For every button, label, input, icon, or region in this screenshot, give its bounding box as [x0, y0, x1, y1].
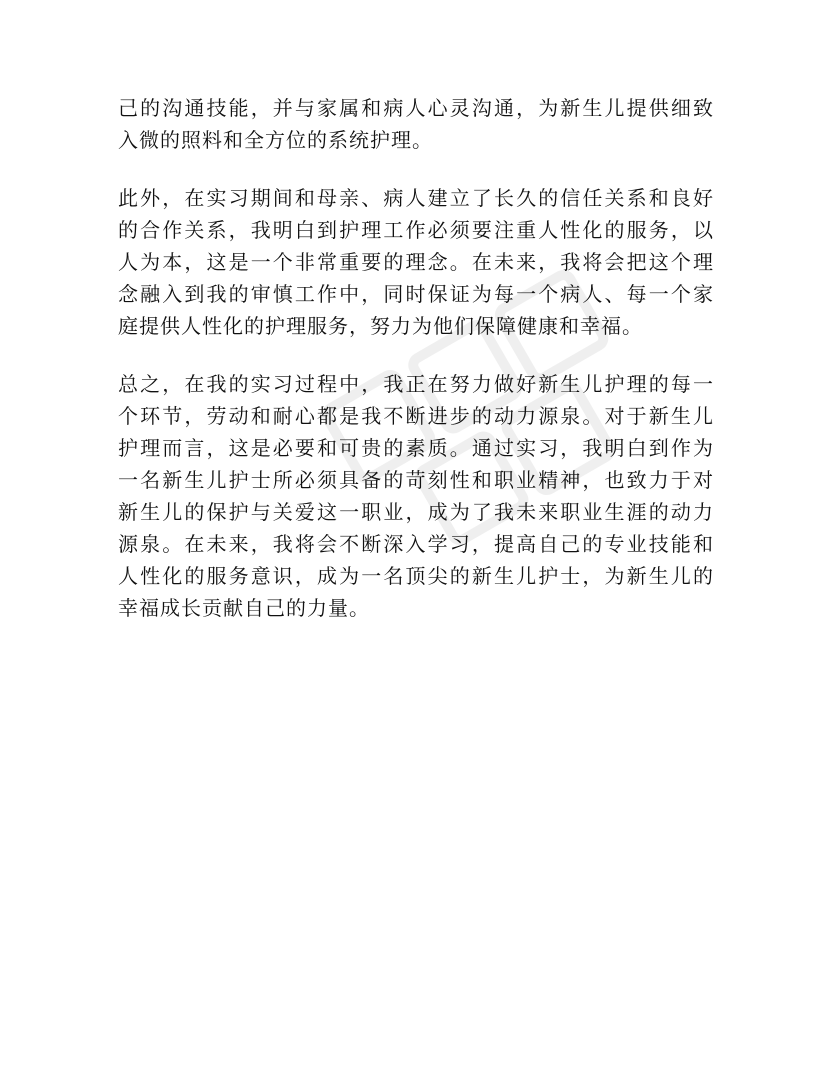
paragraph-3: [118, 368, 714, 624]
paragraph-line: 此外，在实习期间和母亲、病人建立了长久的信任关系和良好: [118, 186, 714, 210]
paragraph-line: 新生儿的保护与关爱这一职业，成为了我未来职业生涯的动力: [118, 500, 714, 524]
paragraph-line: 源泉。在未来，我将会不断深入学习，提高自己的专业技能和: [118, 532, 714, 556]
paragraph-line: 念融入到我的审慎工作中，同时保证为每一个病人、每一个家: [118, 282, 714, 306]
paragraph-line: 人为本，这是一个非常重要的理念。在未来，我将会把这个理: [118, 250, 714, 274]
paragraph-line: 总之，在我的实习过程中，我正在努力做好新生儿护理的每一: [118, 372, 714, 396]
paragraph-2: [118, 182, 714, 342]
paragraph-line: 庭提供人性化的护理服务，努力为他们保障健康和幸福。: [118, 314, 643, 338]
paragraph-line: 一名新生儿护士所必须具备的苛刻性和职业精神，也致力于对: [118, 468, 714, 492]
paragraph-line: 个环节，劳动和耐心都是我不断进步的动力源泉。对于新生儿: [118, 404, 714, 428]
paragraph-line: 入微的照料和全方位的系统护理。: [118, 128, 433, 152]
paragraph-line: 的合作关系，我明白到护理工作必须要注重人性化的服务，以: [118, 218, 714, 242]
paragraph-1: [118, 92, 714, 156]
document-body: [118, 92, 714, 650]
paragraph-line: 人性化的服务意识，成为一名顶尖的新生儿护士，为新生儿的: [118, 564, 714, 588]
paragraph-line: 幸福成长贡献自己的力量。: [118, 596, 370, 620]
paragraph-line: 护理而言，这是必要和可贵的素质。通过实习，我明白到作为: [118, 436, 714, 460]
paragraph-line: 己的沟通技能，并与家属和病人心灵沟通，为新生儿提供细致: [118, 96, 714, 120]
